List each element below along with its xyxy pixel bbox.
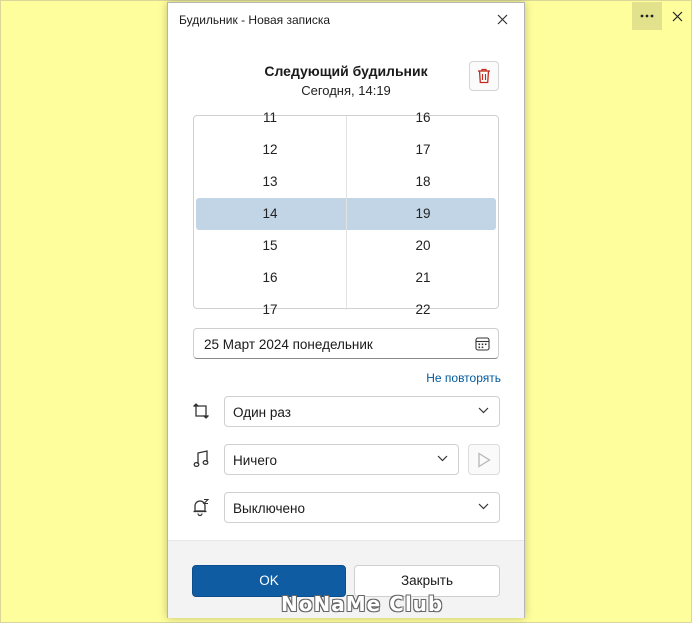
hour-item[interactable]: 11 bbox=[262, 110, 277, 125]
next-alarm-time: Сегодня, 14:19 bbox=[301, 83, 391, 98]
calendar-icon[interactable] bbox=[475, 336, 490, 351]
hour-item[interactable]: 12 bbox=[262, 142, 278, 157]
close-icon bbox=[672, 11, 683, 22]
snooze-icon bbox=[190, 496, 212, 518]
more-icon bbox=[640, 14, 654, 18]
hour-item[interactable]: 17 bbox=[262, 302, 278, 317]
date-value: 25 Март 2024 понедельник bbox=[204, 337, 373, 352]
minute-item[interactable]: 18 bbox=[415, 174, 431, 189]
snooze-value: Выключено bbox=[233, 501, 305, 516]
dialog-title-bar bbox=[168, 3, 524, 35]
sound-dropdown[interactable] bbox=[224, 444, 459, 475]
hour-item[interactable]: 16 bbox=[262, 270, 278, 285]
sound-value: Ничего bbox=[233, 453, 277, 468]
frequency-value: Один раз bbox=[233, 405, 291, 420]
hour-item[interactable]: 13 bbox=[262, 174, 278, 189]
hour-column[interactable] bbox=[194, 110, 346, 317]
date-picker-field[interactable] bbox=[193, 328, 499, 359]
more-button[interactable] bbox=[632, 2, 662, 30]
dialog-close-button[interactable] bbox=[490, 8, 514, 30]
play-icon bbox=[477, 452, 491, 468]
next-alarm-heading: Следующий будильник bbox=[264, 63, 428, 79]
delete-alarm-button[interactable] bbox=[469, 61, 499, 91]
alarm-dialog bbox=[167, 2, 525, 618]
play-sound-button[interactable] bbox=[468, 444, 500, 475]
minute-item[interactable]: 20 bbox=[415, 238, 431, 253]
minute-column[interactable] bbox=[346, 110, 499, 317]
time-picker[interactable] bbox=[193, 110, 499, 317]
minute-item[interactable]: 22 bbox=[415, 302, 431, 317]
chevron-down-icon bbox=[478, 407, 489, 414]
close-icon bbox=[497, 14, 508, 25]
trash-icon bbox=[477, 68, 491, 84]
watermark: NoNaMe Club bbox=[281, 592, 444, 616]
chevron-down-icon bbox=[478, 503, 489, 510]
repeat-link[interactable]: Не повторять bbox=[426, 371, 501, 385]
minute-item[interactable]: 21 bbox=[415, 270, 431, 285]
frequency-dropdown[interactable] bbox=[224, 396, 500, 427]
minute-item-selected[interactable]: 19 bbox=[415, 206, 431, 221]
snooze-dropdown[interactable] bbox=[224, 492, 500, 523]
hour-item-selected[interactable]: 14 bbox=[262, 206, 278, 221]
minute-item[interactable]: 16 bbox=[415, 110, 431, 125]
repeat-icon bbox=[190, 400, 212, 422]
ok-button[interactable]: OK bbox=[192, 565, 346, 597]
hour-item[interactable]: 15 bbox=[262, 238, 278, 253]
chevron-down-icon bbox=[437, 455, 448, 462]
note-close-button[interactable] bbox=[662, 2, 692, 30]
music-note-icon bbox=[190, 448, 212, 470]
dialog-title: Будильник - Новая записка bbox=[179, 13, 331, 27]
note-toolbar bbox=[632, 2, 692, 30]
close-button[interactable]: Закрыть bbox=[354, 565, 500, 597]
minute-item[interactable]: 17 bbox=[415, 142, 431, 157]
